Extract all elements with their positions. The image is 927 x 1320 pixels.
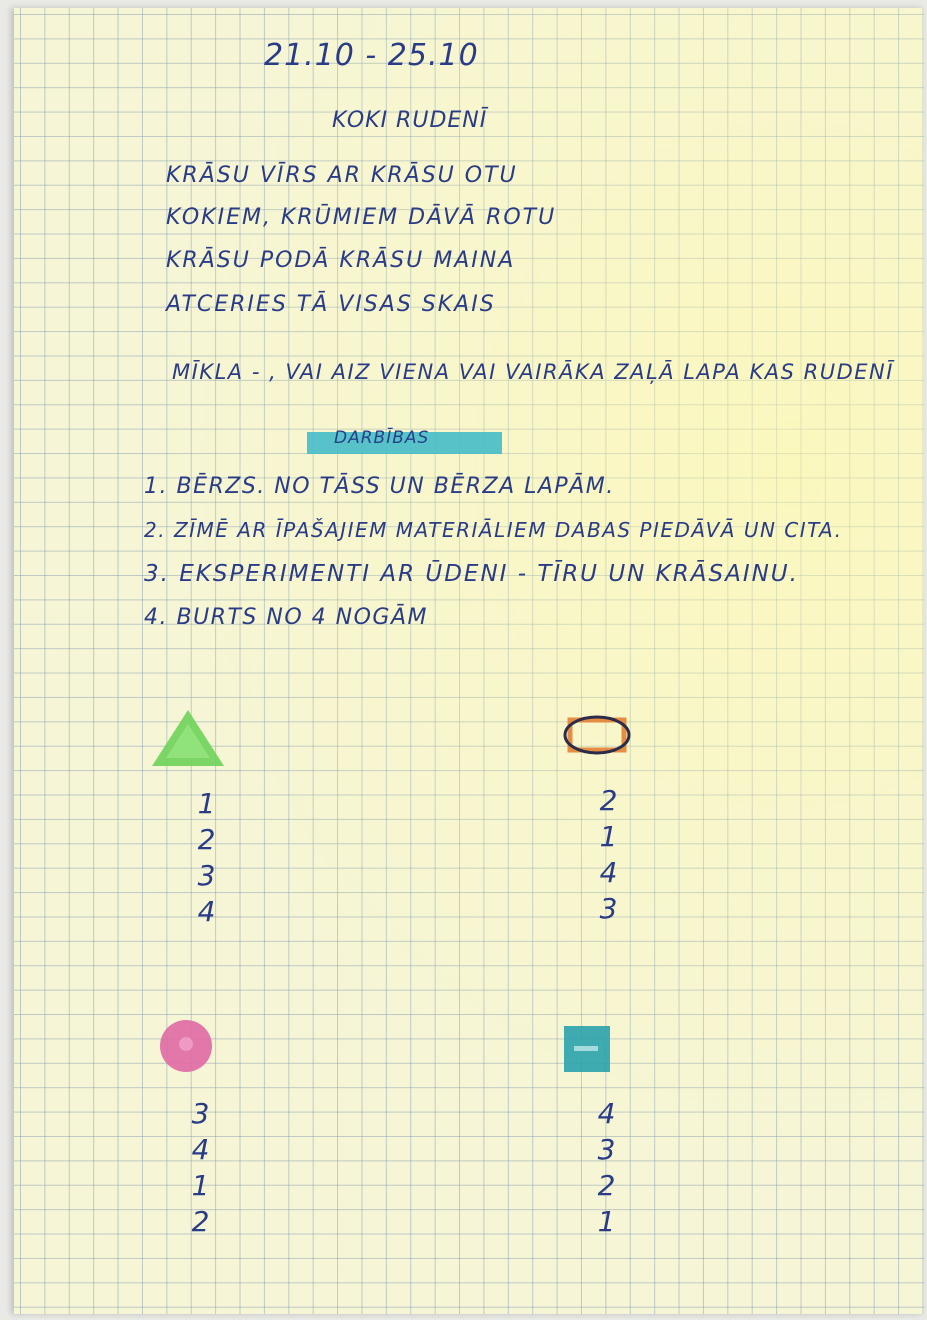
activity-3: 3. EKSPERIMENTI AR ŪDENI - TĪRU UN KRĀSAINU. <box>144 561 799 587</box>
riddle-line: MĪKLA - , VAI AIZ VIENA VAI VAIRĀKA ZAĻĀ LAPA KAS RUDENĪ <box>172 360 894 384</box>
pink-circle-icon <box>156 1016 216 1076</box>
orange-oval-icon <box>560 710 636 760</box>
green-triangle-icon <box>148 706 228 772</box>
activity-1: 1. BĒRZS. NO TĀSS UN BĒRZA LAPĀM. <box>144 474 615 499</box>
poem-line-1: KRĀSU VĪRS AR KRĀSU OTU <box>166 163 518 188</box>
square-order-numbers: 4 3 2 1 <box>597 1097 617 1238</box>
activity-2: 2. ZĪMĒ AR ĪPAŠAJIEM MATERIĀLIEM DABAS PIEDĀVĀ UN CITA. <box>144 518 843 542</box>
triangle-order-numbers: 1 2 3 4 <box>197 787 217 928</box>
page-title: KOKI RUDENĪ <box>332 108 488 133</box>
poem-line-3: KRĀSU PODĀ KRĀSU MAINA <box>166 248 516 273</box>
activities-heading: DARBĪBAS <box>334 428 430 448</box>
poem-line-2: KOKIEM, KRŪMIEM DĀVĀ ROTU <box>166 205 557 230</box>
activity-4: 4. BURTS NO 4 NOGĀM <box>144 605 428 630</box>
notebook-page <box>14 8 924 1314</box>
poem-line-4: ATCERIES TĀ VISAS SKAIS <box>166 292 496 317</box>
teal-square-icon <box>562 1024 614 1076</box>
oval-order-numbers: 2 1 4 3 <box>599 784 619 925</box>
date-range: 21.10 - 25.10 <box>264 38 479 73</box>
circle-order-numbers: 3 4 1 2 <box>191 1097 211 1238</box>
